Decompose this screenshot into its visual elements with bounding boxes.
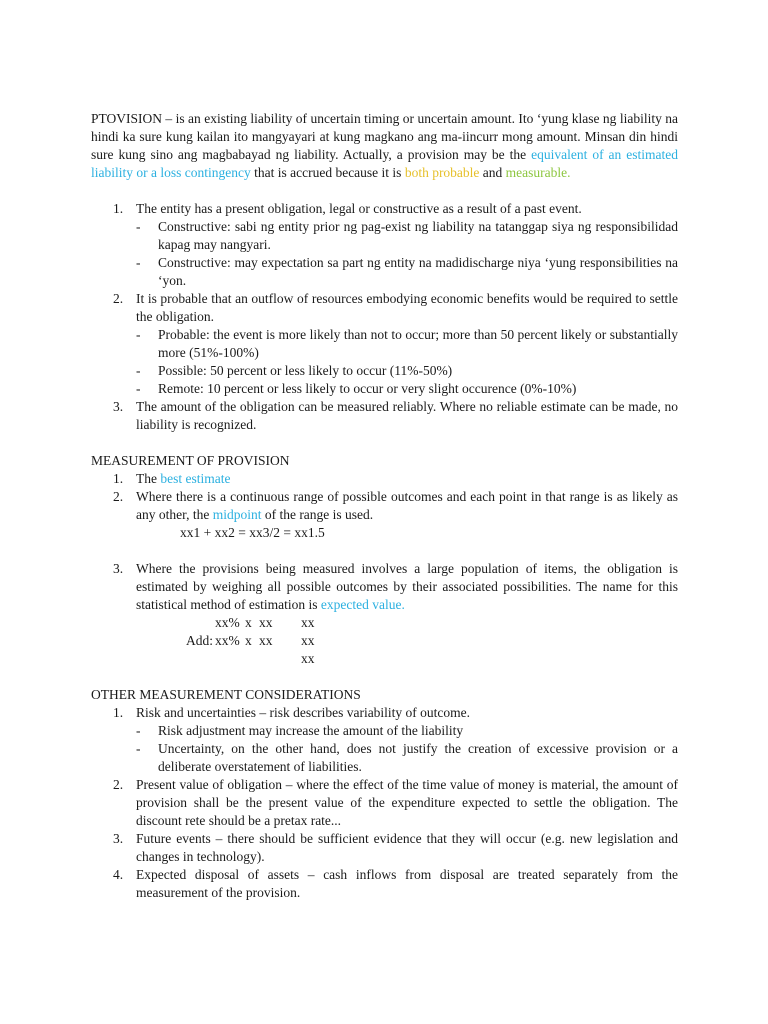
list-item-text: Risk and uncertainties – risk describes variability of outcome. <box>136 705 471 720</box>
computation-total-row: xx <box>301 651 315 666</box>
list-item-text: Present value of obligation – where the effect of the time value of money is material, the amount of provision shall be the present value of the expenditure expected to settle the obligation. The discount rete should be a pretax rate... <box>136 777 678 828</box>
sub-list <box>136 326 678 398</box>
list-item-text: The amount of the obligation can be measured reliably. Where no reliable estimate can be made, no liability is recognized. <box>136 399 678 432</box>
criteria-item-1 <box>91 200 678 290</box>
list-number: 2. <box>113 291 124 306</box>
list-number: 4. <box>113 867 124 882</box>
consideration-item-4 <box>91 866 678 902</box>
computation-row: xx% x xx xx <box>215 615 315 630</box>
list-number: 2. <box>113 489 124 504</box>
criteria-item-2 <box>91 290 678 398</box>
other-considerations-list <box>91 704 678 902</box>
highlight-midpoint: midpoint <box>212 507 262 522</box>
list-item-text: The entity has a present obligation, legal or constructive as a result of a past event. <box>136 201 582 216</box>
sub-list <box>136 218 678 290</box>
list-number: 1. <box>113 471 124 486</box>
sub-list-item: - Constructive: sabi ng entity prior ng pag-exist ng liability na tatanggap siya ng responsibilidad kapag may nangyari. <box>136 219 678 252</box>
highlight-both-probable: both probable <box>404 165 480 180</box>
measurement-list-continued <box>91 560 678 614</box>
sub-list-item: - Uncertainty, on the other hand, does not justify the creation of excessive provision or a deliberate overstatement of liabilities. <box>136 741 678 774</box>
sub-list-item: - Constructive: may expectation sa part ng entity na madidischarge niya ‘yung responsibilities na ‘yon. <box>136 255 678 288</box>
highlight-equivalent: equivalent of an estimated liability or a loss contingency <box>91 147 678 180</box>
intro-text-1: PTOVISION – is an existing liability of uncertain timing or uncertain amount. Ito ‘yung klase ng liability na hindi ka sure kung kailan ito mangyayari at kung magkano ang ma-iincurr mong amount. Minsan din hindi sure kung sino ang magbabayad ng liability. Actually, a provision may be the <box>91 111 678 162</box>
measurement-list <box>91 470 678 524</box>
highlight-measurable: measurable. <box>505 165 571 180</box>
sub-list-item: - Remote: 10 percent or less likely to occur or very slight occurence (0%-10%) <box>136 381 577 396</box>
highlight-best-estimate: best estimate <box>160 471 231 486</box>
criteria-item-3 <box>91 398 678 434</box>
sub-list-item: - Probable: the event is more likely than not to occur; more than 50 percent likely or substantially more (51%-100%) <box>136 327 678 360</box>
intro-text-3: and <box>479 165 506 180</box>
highlight-expected-value: expected value. <box>320 597 405 612</box>
intro-text-2: that is accrued because it is <box>250 165 405 180</box>
consideration-item-3 <box>91 830 678 866</box>
list-item-text: It is probable that an outflow of resources embodying economic benefits would be required to settle the obligation. <box>136 291 678 324</box>
midpoint-formula: xx1 + xx2 = xx3/2 = xx1.5 <box>180 525 325 540</box>
measurement-item-2: 2. Where there is a continuous range of possible outcomes and each point in that range is as likely as any other, the midpoint of the range is used. <box>113 489 678 522</box>
list-number: 1. <box>113 705 124 720</box>
sub-list-item: - Risk adjustment may increase the amount of the liability <box>136 723 464 738</box>
list-number: 3. <box>113 831 124 846</box>
list-number: 3. <box>113 561 124 576</box>
expected-value-computation <box>172 614 331 668</box>
sub-list-item: - Possible: 50 percent or less likely to occur (11%-50%) <box>136 363 453 378</box>
consideration-item-2 <box>91 776 678 830</box>
sub-list <box>136 722 678 776</box>
list-item-text: Expected disposal of assets – cash inflows from disposal are treated separately from the measurement of the provision. <box>136 867 678 900</box>
list-item-text: Future events – there should be sufficient evidence that they will occur (e.g. new legislation and changes in technology). <box>136 831 678 864</box>
document-page <box>91 110 678 902</box>
list-number: 1. <box>113 201 124 216</box>
list-number: 3. <box>113 399 124 414</box>
other-considerations-heading: OTHER MEASUREMENT CONSIDERATIONS <box>91 687 361 702</box>
consideration-item-1 <box>91 704 678 776</box>
measurement-heading: MEASUREMENT OF PROVISION <box>91 453 290 468</box>
list-number: 2. <box>113 777 124 792</box>
provision-definition-paragraph <box>91 110 678 182</box>
recognition-criteria-list <box>91 200 678 434</box>
measurement-item-3: 3. Where the provisions being measured involves a large population of items, the obligation is estimated by weighing all possible outcomes by their associated possibilities. The name for this statistical method of estimation is expected value. <box>113 561 678 612</box>
computation-row: Add: xx% x xx xx <box>186 633 315 648</box>
measurement-item-1: 1. The best estimate <box>113 471 231 486</box>
